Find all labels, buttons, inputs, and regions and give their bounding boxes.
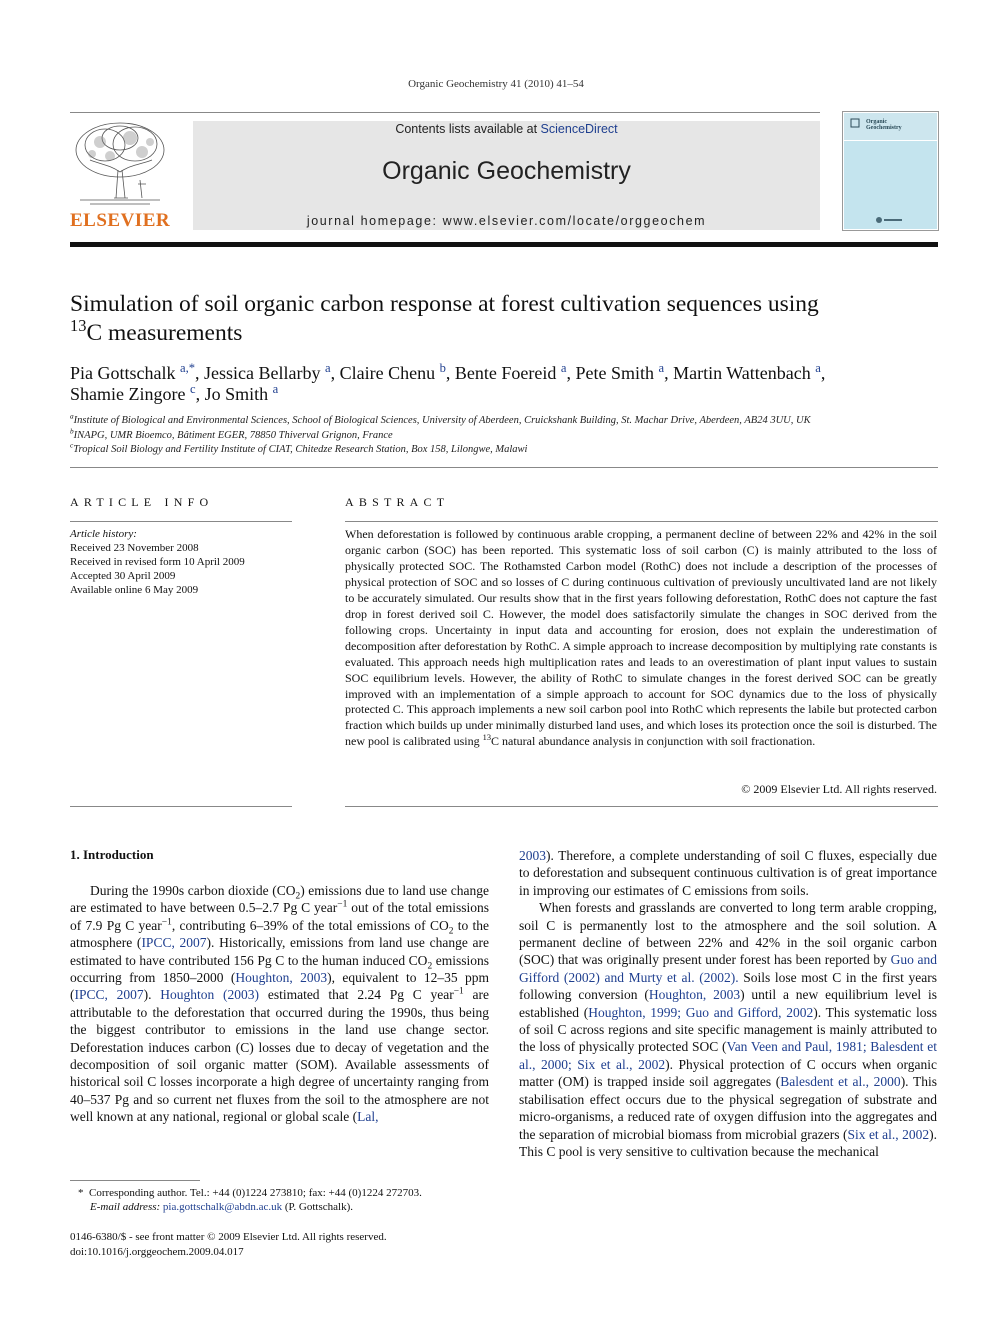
history-item: Accepted 30 April 2009 [70, 570, 176, 582]
author[interactable]: Martin Wattenbach $^a$ [673, 361, 821, 383]
cover-title: Organic Geochemistry [866, 119, 902, 131]
citation-link[interactable]: Van Veen and Paul, 1981; Balesdent et al., 2000; Six et al., 2002 [519, 1039, 937, 1072]
article-info-rule [70, 806, 292, 807]
citation-link[interactable]: Balesdent et al., 2000 [780, 1074, 901, 1090]
citation-link[interactable]: Houghton, 2003 [235, 970, 328, 986]
author-list: Pia Gottschalk $^{a,*}$, Jessica Bellarby $^a$, Claire Chenu $^b$, Bente Foereid $^a$, Pete Smith $^a$, Martin Wattenbach $^a$, Shamie Zingore $^c$, Jo Smith $^a$ [70, 361, 826, 404]
cover-publisher-icon [874, 215, 904, 225]
issn-line: 0146-6380/$ - see front matter © 2009 Elsevier Ltd. All rights reserved. [70, 1231, 387, 1243]
citation-link[interactable]: IPCC, 2007 [141, 935, 207, 951]
history-item: Available online 6 May 2009 [70, 584, 199, 596]
author[interactable]: Jessica Bellarby $^a$ [204, 361, 331, 383]
citation-link[interactable]: Six et al., 2002 [847, 1126, 930, 1142]
abstract-text: When deforestation is followed by continuous arable cropping, a permanent decline of between 22% and 42% in the soil organic carbon (SOC) has been reported. This systematic loss of soil carbon (C) is mainly attributed to the loss of physically protected SOC. The Rothamsted Carbon model (RothC) does not include a description of the processes of physical protection of SOC and so losses of C during continuous cultivation of previously uncultivated land are not likely to be accurately simulated. Our results show that in the first years following deforestation, RothC does not capture the fast drop in forest derived soil C. However, the model does satisfactorily simulate the changes in SOC derived from the following crops. Uncertainty in input data and accounting for erosion, does not explain the underestimation of decomposition after deforestation by RothC. A simple approach to increase decomposition by multiplying rate constants is evaluated. This approach needs high multiplication rates and leads to an overestimation of plant input values to sustain SOC equilibrium levels. However, the ability of RothC to simulate changes in the forest derived SOC can be greatly improved with an implementation of a simple approach to account for SOC dynamics due to the loss of physically protected C. This approach implements a new soil carbon pool into RothC which represents the labile but protected carbon fraction which builds up under minimally disturbed land uses, and which loses its protection once the soil is disturbed. The new pool is calibrated using $^{13}$C natural abundance analysis in conjunction with soil fractionation. [345, 527, 937, 749]
journal-title: Organic Geochemistry [382, 157, 631, 185]
affiliation-mark[interactable]: a [815, 361, 821, 375]
body-paragraph: When forests and grasslands are converted to long term arable cropping, soil C is permanently lost to the atmosphere and the soil solution. A permanent decline of between 22% and 42% in the soil organic carbon (SOC) that was originally present under forest has been reported by Guo and Gifford (2002) and Murty et al. (2002). Soils lose most C in the first years following conversion (Houghton, 2003) until a new equilibrium level is established (Houghton, 1999; Guo and Gifford, 2002). This systematic loss of soil C across regions and site specific management is mainly attributed to the loss of physically protected SOC (Van Veen and Paul, 1981; Balesdent et al., 2000; Six et al., 2002). Physical protection of C occurs when organic matter (OM) is trapped inside soil aggregates (Balesdent et al., 2000). This stabilisation effect occurs due to the physical segregation of substrate and micro-organisms, a reduced rate of oxygen diffusion into the aggregates and the separation of microbial biomass from microbial grazers (Six et al., 2002). This C pool is very sensitive to cultivation because the mechanical [519, 900, 938, 1159]
author[interactable]: Shamie Zingore $^c$ [70, 382, 196, 404]
citation-link[interactable]: Guo and Gifford (2002) and Murty et al. (2002). [519, 952, 937, 985]
history-item: Received 23 November 2008 [70, 542, 199, 554]
author[interactable]: Pia Gottschalk $^{a,*}$ [70, 361, 196, 383]
article-history [70, 527, 292, 597]
affiliation: $^c$Tropical Soil Biology and Fertility Institute of CIAT, Chitedze Research Station, Box 158, Lilongwe, Malawi [70, 440, 528, 455]
footnote-rule [70, 1180, 200, 1181]
citation-link[interactable]: Lal, [357, 1109, 379, 1125]
citation-link[interactable]: Houghton, 2003 [648, 987, 741, 1003]
affiliation: $^b$INAPG, UMR Bioemco, Bâtiment EGER, 78850 Thiverval Grignon, France [70, 426, 393, 441]
affiliation-rule [70, 467, 938, 468]
author[interactable]: Bente Foereid $^a$ [454, 361, 567, 383]
cover-header [844, 113, 937, 140]
author[interactable]: Claire Chenu $^b$ [339, 361, 446, 383]
body-column-right [519, 847, 937, 1160]
elsevier-wordmark: ELSEVIER [70, 210, 171, 231]
citation-link[interactable]: Houghton, 1999; Guo and Gifford, 2002 [588, 1004, 814, 1020]
journal-masthead [193, 121, 820, 230]
cover-emblem-icon [850, 118, 860, 128]
affiliation-mark[interactable]: c [189, 382, 196, 396]
cover-body [844, 141, 937, 229]
tree-icon [70, 120, 170, 208]
journal-homepage[interactable]: journal homepage: www.elsevier.com/locate/orggeochem [306, 214, 707, 228]
sciencedirect-link[interactable]: ScienceDirect [540, 122, 618, 136]
article-info-rule [70, 521, 292, 522]
abstract-rule [345, 806, 938, 807]
author[interactable]: Pete Smith $^a$ [575, 361, 665, 383]
doi-line[interactable]: doi:10.1016/j.orggeochem.2009.04.017 [70, 1246, 244, 1258]
affiliation: $^a$Institute of Biological and Environmental Sciences, School of Biological Sciences, University of Aberdeen, Cruickshank Building, St. Machar Drive, Aberdeen, AB24 3UU, UK [70, 411, 811, 426]
citation-link[interactable]: 2003 [519, 848, 546, 863]
email-link[interactable]: pia.gottschalk@abdn.ac.uk [162, 1201, 283, 1213]
body-paragraph: During the 1990s carbon dioxide $(CO_2)$ emissions due to land use change are estimated to have between 0.5–2.7 Pg C year$^{-1}$ out of the total emissions of 7.9 Pg C year$^{-1}$, contributing 6–39% of the total emissions of $CO_2$ to the atmosphere (IPCC, 2007). Historically, emissions from land use change are estimated to have contributed 156 Pg C to the human induced $CO_2$ emissions occurring from 1850–2000 (Houghton, 2003), equivalent to 12–35 ppm (IPCC, 2007). Houghton (2003) estimated that 2.24 Pg C year$^{-1}$ are attributable to the deforestation that occurred during the 1990s, thus being the biggest contributor to emissions in the land use change sector. Deforestation induces carbon (C) losses due to decay of vegetation and the decomposition of soil organic matter (SOM). Available assessments of historical soil C losses incorporate a high degree of uncertainty ranging from 40–537 Pg and so current net fluxes from the soil to the atmosphere are not well known at any national, regional or global scale (Lal, [70, 883, 490, 1125]
journal-cover[interactable] [842, 111, 939, 231]
article-title: Simulation of soil organic carbon response at forest cultivation sequences using $^{13}$C measurements [70, 291, 819, 346]
article-info-heading: ARTICLE INFO [70, 495, 214, 509]
affiliation-mark[interactable]: a [560, 361, 567, 375]
affiliation-mark[interactable]: a,* [180, 361, 196, 375]
corresponding-author-footnote: * Corresponding author. Tel.: +44 (0)1224 273810; fax: +44 (0)1224 272703. E-mail address: pia.gottschalk@abdn.ac.uk (P. Gottschalk). [78, 1187, 422, 1213]
elsevier-logo[interactable] [70, 120, 170, 232]
header-rule [70, 112, 820, 113]
affiliation-mark[interactable]: a [658, 361, 665, 375]
contents-availability: Contents lists available at ScienceDirect [395, 122, 618, 136]
abstract-rule [345, 521, 938, 522]
abstract-heading: ABSTRACT [345, 495, 450, 509]
body-paragraph: 2003). Therefore, a complete understanding of soil C fluxes, especially due to deforestation and subsequent continuous cultivation is of great importance in improving our estimates of C emissions from soils. [519, 848, 937, 898]
history-label: Article history: [70, 528, 137, 540]
author[interactable]: Jo Smith $^a$ [204, 382, 279, 404]
affiliation-mark[interactable]: b [439, 361, 446, 375]
issn-doi [70, 1230, 490, 1260]
citation-link[interactable]: Houghton (2003) [160, 987, 260, 1003]
copyright-notice: © 2009 Elsevier Ltd. All rights reserved. [741, 782, 937, 796]
section-heading: 1. Introduction [70, 847, 154, 862]
history-item: Received in revised form 10 April 2009 [70, 556, 245, 568]
affiliation-mark[interactable]: a [325, 361, 331, 375]
citation-link[interactable]: IPCC, 2007 [74, 987, 144, 1003]
masthead-rule [70, 242, 938, 247]
journal-citation: Organic Geochemistry 41 (2010) 41–54 [408, 78, 584, 90]
affiliation-mark[interactable]: a [272, 382, 279, 396]
